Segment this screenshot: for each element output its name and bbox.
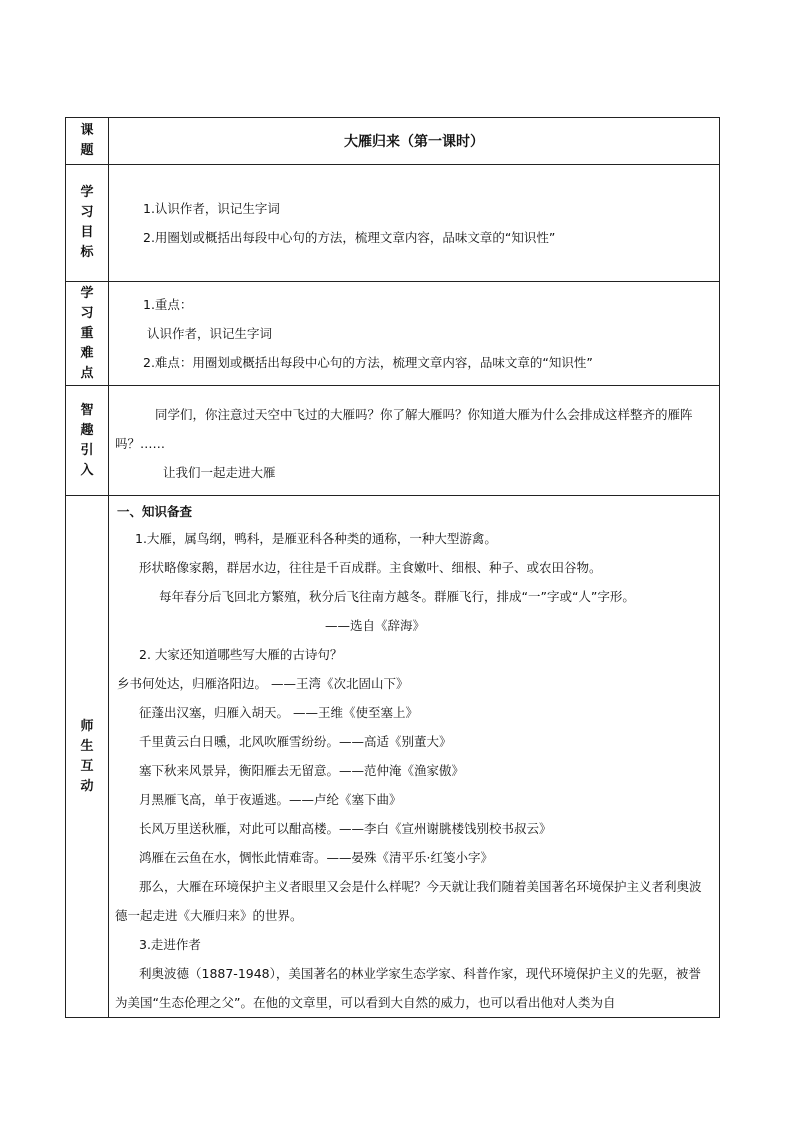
- goal-item: 2.用圈划或概括出每段中心句的方法，梳理文章内容，品味文章的“知识性”: [143, 230, 556, 245]
- label-char: 目: [80, 225, 94, 240]
- key-point-item: 2.难点：用圈划或概括出每段中心句的方法，梳理文章内容，品味文章的“知识性”: [143, 355, 593, 370]
- poem-line: 乡书何处达，归雁洛阳边。 ——王湾《次北固山下》: [117, 676, 409, 691]
- intro-closing: 让我们一起走进大雁: [163, 465, 276, 480]
- label-char: 题: [80, 143, 94, 158]
- transition-paragraph: 那么，大雁在环境保护主义者眼里又会是什么样呢？今天就让我们随着美国著名环境保护主义者利奥波德一起走进《大雁归来》的世界。: [115, 879, 702, 923]
- lesson-plan-table: [65, 117, 720, 1018]
- label-title: [66, 118, 109, 165]
- definition-line: 1.大雁，属鸟纲，鸭科，是雁亚科各种类的通称，一种大型游禽。: [135, 531, 497, 546]
- poem-line: 征蓬出汉塞，归雁入胡天。 ——王维《使至塞上》: [139, 705, 418, 720]
- definition-source: ——选自《辞海》: [325, 618, 426, 633]
- poem-line: 长风万里送秋雁，对此可以酣高楼。——李白《宣州谢朓楼饯别校书叔云》: [139, 821, 552, 836]
- label-goals: [66, 165, 109, 282]
- label-char: 互: [80, 758, 94, 774]
- key-point-item: 1.重点：: [143, 297, 193, 312]
- label-char: 引: [80, 442, 94, 458]
- key-points-content: [109, 282, 720, 386]
- poem-line: 塞下秋来风景异，衡阳雁去无留意。——范仲淹《渔家傲》: [139, 763, 465, 778]
- poems-heading: 2. 大家还知道哪些写大雁的古诗句？: [139, 647, 343, 662]
- label-intro: [66, 386, 109, 496]
- label-char: 标: [80, 245, 94, 260]
- poem-line: 千里黄云白日曛，北风吹雁雪纷纷。——高适《别董大》: [139, 734, 452, 749]
- label-char: 趣: [80, 422, 94, 438]
- goals-content: [109, 165, 720, 282]
- label-char: 学: [80, 285, 94, 301]
- key-point-item: 认识作者，识记生字词: [147, 326, 273, 341]
- label-char: 入: [80, 462, 94, 478]
- row-goals: [66, 165, 720, 282]
- label-char: 重: [80, 325, 94, 341]
- definition-line: 形状略像家鹅，群居水边，往往是千百成群。主食嫩叶、细根、种子、或农田谷物。: [139, 560, 602, 575]
- label-char: 难: [80, 345, 94, 361]
- label-char: 课: [80, 123, 94, 138]
- label-char: 生: [80, 738, 94, 754]
- poem-line: 鸿雁在云鱼在水，惆怅此情难寄。——晏殊《清平乐·红笺小字》: [139, 850, 493, 865]
- label-char: 学: [80, 185, 94, 200]
- author-heading: 3.走进作者: [139, 937, 201, 952]
- label-char: 点: [80, 365, 94, 381]
- lesson-title: 大雁归来（第一课时）: [109, 118, 720, 165]
- author-paragraph: 利奥波德（1887-1948），美国著名的林业学家生态学家、科普作家，现代环境保护主义的先驱，被誉为美国“生态伦理之父”。在他的文章里，可以看到大自然的威力，也可以看出他对人类为自: [115, 966, 701, 1010]
- row-key-points: [66, 282, 720, 386]
- section-heading: 一、知识备查: [117, 504, 193, 519]
- definition-line: 每年春分后飞回北方繁殖，秋分后飞往南方越冬。群雁飞行，排成“一”字或“人”字形。: [159, 589, 635, 604]
- goal-item: 1.认识作者，识记生字词: [143, 201, 280, 216]
- intro-paragraph: 同学们，你注意过天空中飞过的大雁吗？你了解大雁吗？你知道大雁为什么会排成这样整齐的雁阵吗？……: [115, 407, 693, 451]
- label-key-points: [66, 282, 109, 386]
- interaction-content: [109, 496, 720, 1018]
- label-char: 习: [80, 305, 94, 321]
- label-char: 智: [80, 402, 94, 418]
- poem-line: 月黑雁飞高，单于夜遁逃。——卢纶《塞下曲》: [139, 792, 402, 807]
- intro-content: [109, 386, 720, 496]
- label-interaction: [66, 496, 109, 1018]
- label-char: 习: [80, 205, 94, 220]
- row-interaction: [66, 496, 720, 1018]
- label-char: 动: [80, 778, 94, 794]
- label-char: 师: [80, 718, 94, 734]
- row-title: [66, 118, 720, 165]
- row-intro: [66, 386, 720, 496]
